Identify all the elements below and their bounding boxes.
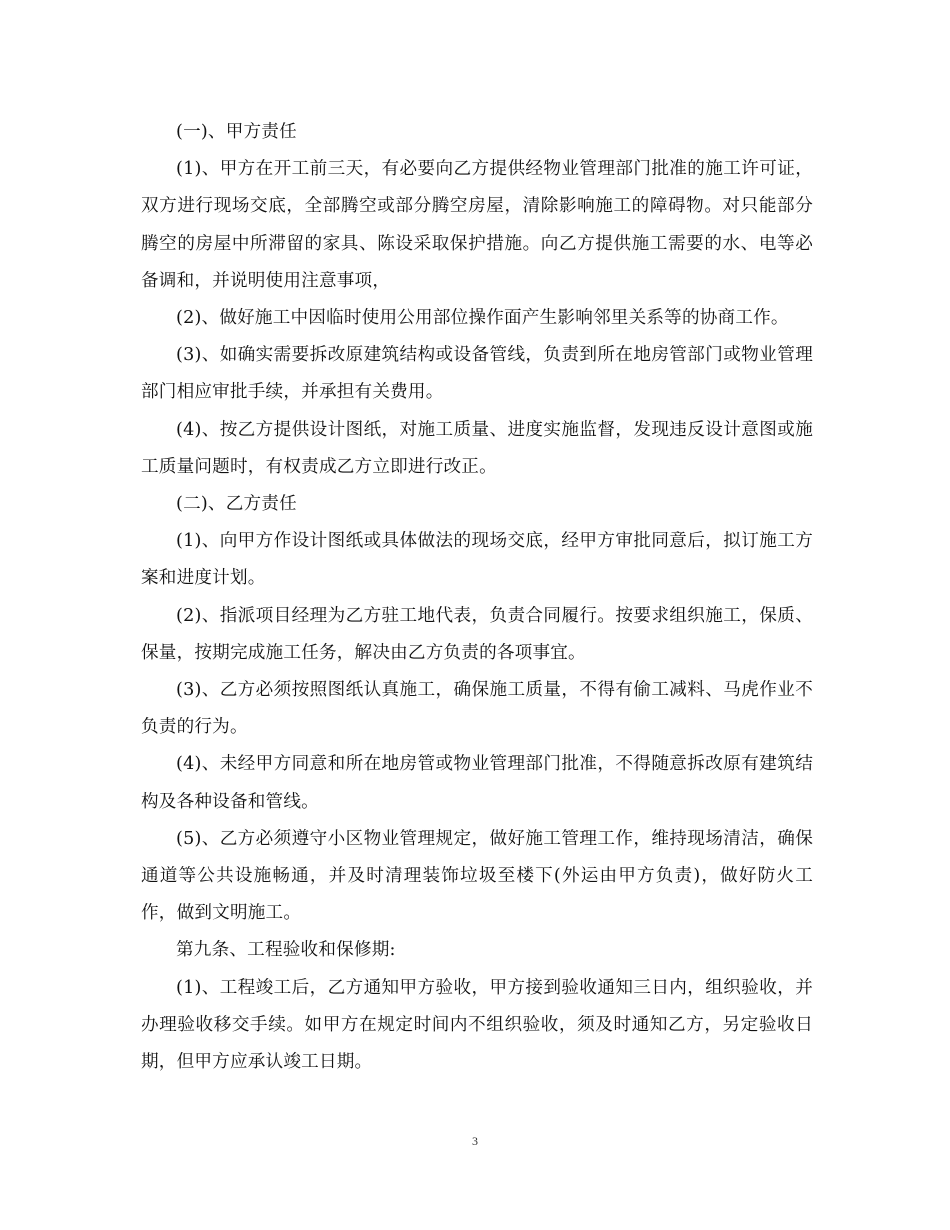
clause-paragraph: (2)、指派项目经理为乙方驻工地代表，负责合同履行。按要求组织施工，保质、保量，按期完成施工任务，解决由乙方负责的各项事宜。 — [141, 605, 813, 663]
article-heading: 第九条、工程验收和保修期: — [176, 940, 396, 961]
section-heading-party-b: (二)、乙方责任 — [176, 494, 297, 515]
clause-paragraph: (3)、如确实需要拆改原建筑结构或设备管线，负责到所在地房管部门或物业管理部门相应审批手续，并承担有关费用。 — [141, 345, 813, 403]
clause-paragraph: (5)、乙方必须遵守小区物业管理规定，做好施工管理工作，维持现场清洁，确保通道等公共设施畅通，并及时清理装饰垃圾至楼下(外运由甲方负责)，做好防火工作，做到文明施工。 — [141, 828, 813, 924]
clause-paragraph: (2)、做好施工中因临时使用公用部位操作面产生影响邻里关系等的协商工作。 — [176, 308, 789, 329]
section-heading-party-a: (一)、甲方责任 — [176, 122, 297, 142]
clause-paragraph: (3)、乙方必须按照图纸认真施工，确保施工质量，不得有偷工减料、马虎作业不负责的行为。 — [141, 680, 813, 738]
page-number: 3 — [472, 1134, 478, 1148]
clause-paragraph: (1)、向甲方作设计图纸或具体做法的现场交底，经甲方审批同意后，拟订施工方案和进度计划。 — [141, 531, 813, 589]
document-body — [141, 114, 813, 1081]
clause-paragraph: (1)、甲方在开工前三天，有必要向乙方提供经物业管理部门批准的施工许可证，双方进行现场交底，全部腾空或部分腾空房屋，清除影响施工的障碍物。对只能部分腾空的房屋中所滞留的家具、陈设采取保护措施。向乙方提供施工需要的水、电等必备调和，并说明使用注意事项， — [141, 159, 813, 291]
clause-paragraph: (1)、工程竣工后，乙方通知甲方验收，甲方接到验收通知三日内，组织验收，并办理验收移交手续。如甲方在规定时间内不组织验收，须及时通知乙方，另定验收日期，但甲方应承认竣工日期。 — [141, 977, 813, 1073]
clause-paragraph: (4)、按乙方提供设计图纸，对施工质量、进度实施监督，发现违反设计意图或施工质量问题时，有权责成乙方立即进行改正。 — [141, 419, 813, 477]
clause-paragraph: (4)、未经甲方同意和所在地房管或物业管理部门批准，不得随意拆改原有建筑结构及各种设备和管线。 — [141, 754, 813, 812]
